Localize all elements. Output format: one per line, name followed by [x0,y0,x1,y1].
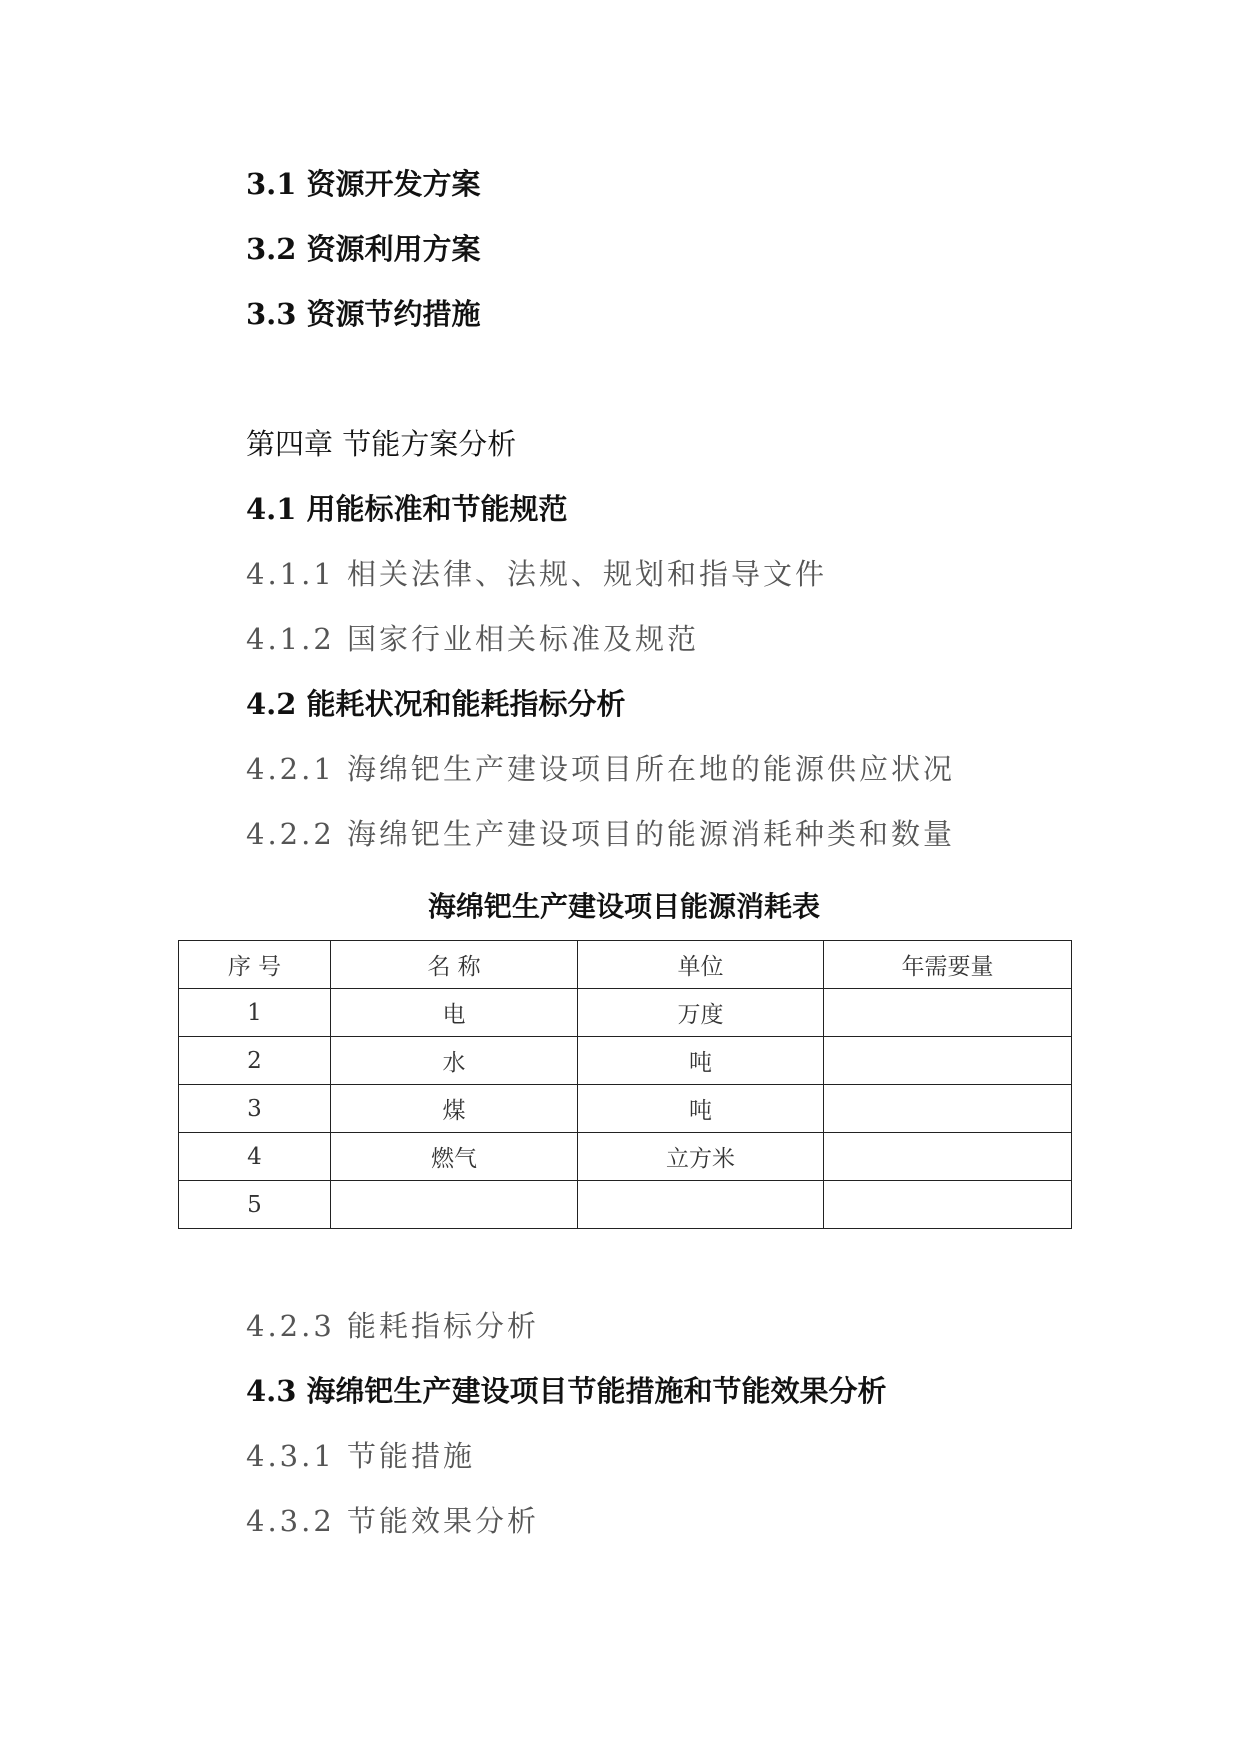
energy-table-title: 海绵钯生产建设项目能源消耗表 [427,890,820,923]
table-row [179,1085,1072,1133]
table-cell: 5 [179,1181,331,1229]
table-cell: 吨 [578,1037,824,1085]
table-cell: 1 [179,989,331,1037]
section-4-1-heading: 4.1 用能标准和节能规范 [246,492,568,526]
section-4-3-1-heading: 4.3.1 节能措施 [246,1439,476,1473]
table-cell [824,1133,1072,1181]
chapter-4-title: 第四章 节能方案分析 [246,427,517,461]
table-cell [824,1181,1072,1229]
section-4-3-heading: 4.3 海绵钯生产建设项目节能措施和节能效果分析 [246,1374,887,1408]
header-cell-unit: 单位 [578,941,824,989]
table-cell: 电 [331,989,578,1037]
table-cell: 3 [179,1085,331,1133]
section-4-3-2-heading: 4.3.2 节能效果分析 [246,1504,540,1538]
section-4-1-1-heading: 4.1.1 相关法律、法规、规划和指导文件 [246,557,828,591]
section-4-2-2-heading: 4.2.2 海绵钯生产建设项目的能源消耗种类和数量 [246,817,956,851]
table-cell: 吨 [578,1085,824,1133]
table-cell: 燃气 [331,1133,578,1181]
table-cell [331,1181,578,1229]
table-row [179,989,1072,1037]
section-4-2-1-heading: 4.2.1 海绵钯生产建设项目所在地的能源供应状况 [246,752,956,786]
table-cell: 立方米 [578,1133,824,1181]
header-cell-annual-demand: 年需要量 [824,941,1072,989]
table-header-row [179,941,1072,989]
section-3-2-heading: 3.2 资源利用方案 [246,232,481,266]
table-cell: 水 [331,1037,578,1085]
section-3-1-heading: 3.1 资源开发方案 [246,167,481,201]
table-cell: 4 [179,1133,331,1181]
section-3-3-heading: 3.3 资源节约措施 [246,297,481,331]
section-4-2-3-heading: 4.2.3 能耗指标分析 [246,1309,540,1343]
table-cell: 万度 [578,989,824,1037]
table-cell [824,1037,1072,1085]
table-row [179,1037,1072,1085]
table-cell [578,1181,824,1229]
header-cell-index: 序 号 [179,941,331,989]
table-cell [824,989,1072,1037]
table-row [179,1133,1072,1181]
header-cell-name: 名 称 [331,941,578,989]
table-row [179,1181,1072,1229]
section-4-2-heading: 4.2 能耗状况和能耗指标分析 [246,687,626,721]
table-cell: 2 [179,1037,331,1085]
energy-consumption-table [178,940,1072,1229]
table-cell: 煤 [331,1085,578,1133]
table-cell [824,1085,1072,1133]
section-4-1-2-heading: 4.1.2 国家行业相关标准及规范 [246,622,700,656]
